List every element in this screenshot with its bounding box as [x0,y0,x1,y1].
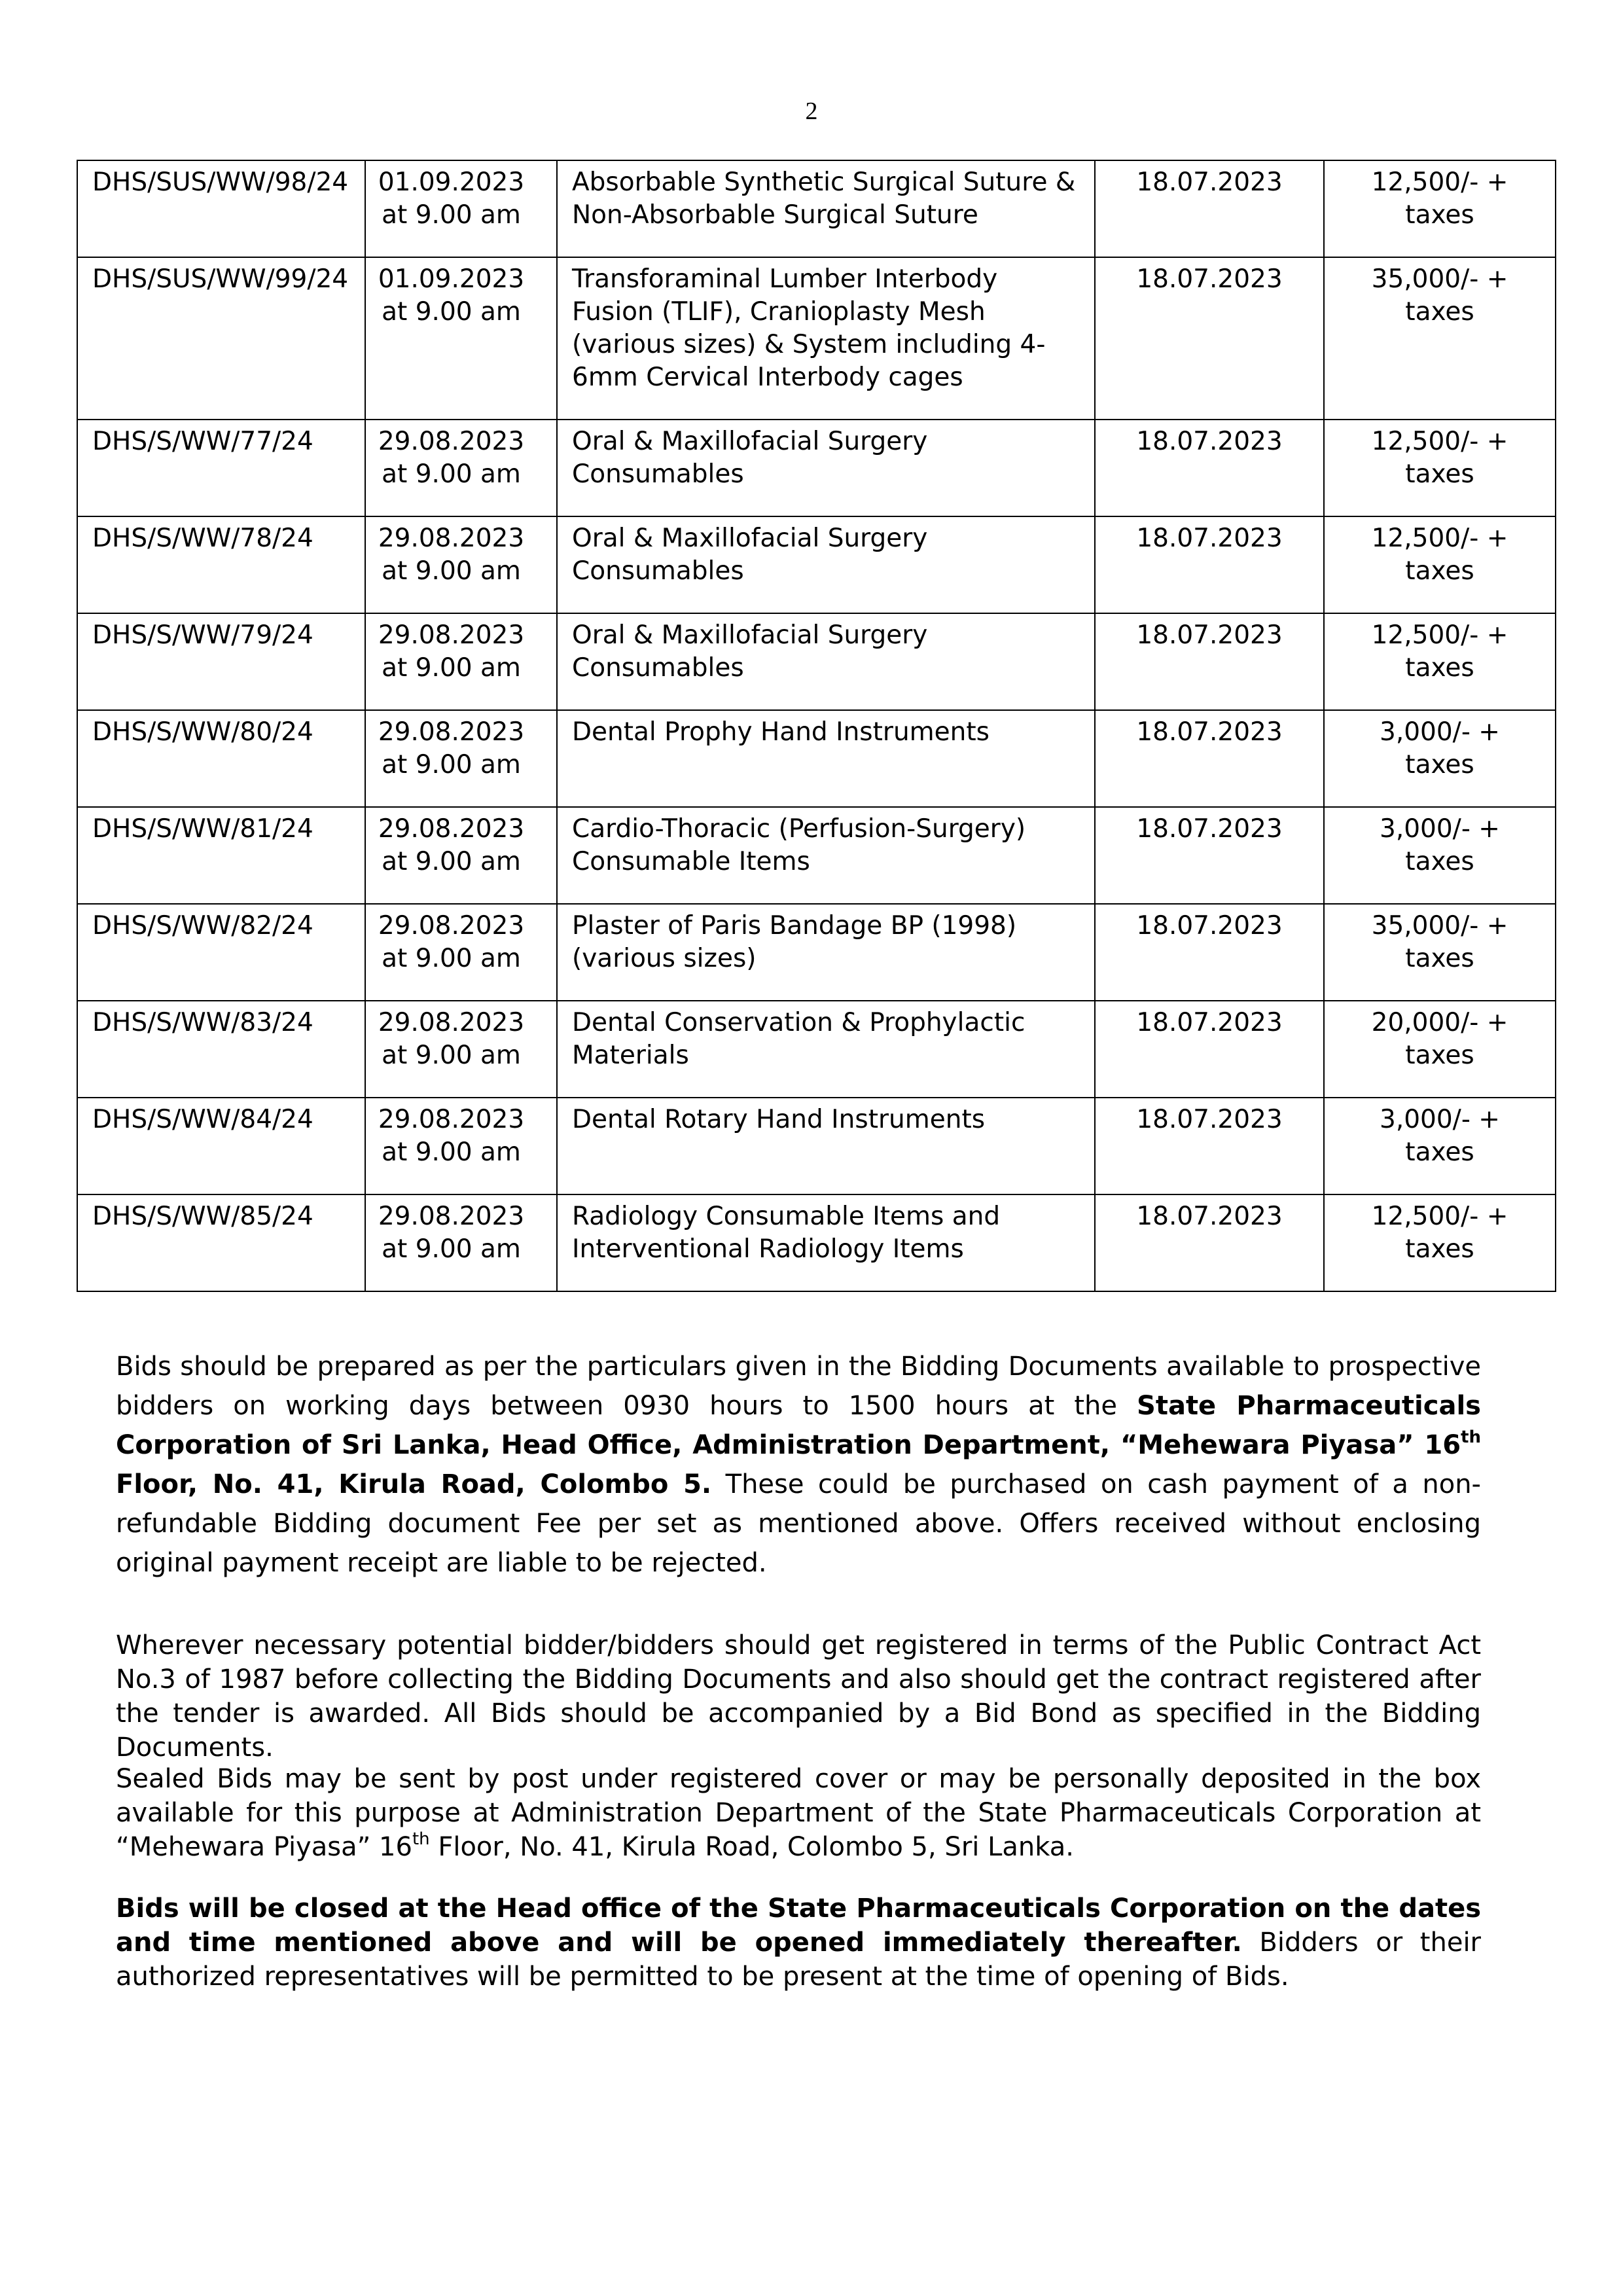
item-description: Transforaminal Lumber Interbody Fusion (TLIF), Cranioplasty Mesh (various sizes) & System including 4-6mm Cervical Interbody cages [557,257,1095,420]
item-description: Oral & Maxillofacial Surgery Consumables [557,516,1095,613]
closing-date: 29.08.2023 [378,1202,525,1231]
fee-amount: 35,000/- + [1371,264,1508,294]
fee-amount: 12,500/- + [1371,427,1508,456]
tender-ref: DHS/S/WW/83/24 [77,1001,365,1098]
document-fee [1324,613,1556,710]
issue-date: 18.07.2023 [1095,710,1324,807]
tender-ref: DHS/S/WW/81/24 [77,807,365,904]
item-description: Dental Rotary Hand Instruments [557,1098,1095,1194]
fee-amount: 35,000/- + [1371,911,1508,941]
issue-date: 18.07.2023 [1095,420,1324,516]
closing-datetime [365,1194,557,1291]
item-description: Cardio-Thoracic (Perfusion-Surgery) Consumable Items [557,807,1095,904]
table-row [77,516,1556,613]
table-row [77,904,1556,1001]
fee-amount: 12,500/- + [1371,620,1508,650]
fee-taxes: taxes [1405,847,1474,876]
tender-ref: DHS/S/WW/80/24 [77,710,365,807]
closing-time: at 9.00 am [382,200,521,230]
closing-datetime [365,710,557,807]
tender-table [77,160,1556,1292]
p4-bold: Bids will be closed at the Head office of the State Pharmaceuticals Corporation on the dates and time mentioned above and will be opened immediately thereafter. [116,1893,1481,1958]
tender-ref: DHS/S/WW/77/24 [77,420,365,516]
issue-date: 18.07.2023 [1095,160,1324,257]
closing-datetime [365,807,557,904]
closing-date: 29.08.2023 [378,1008,525,1037]
closing-time: at 9.00 am [382,1138,521,1167]
closing-time: at 9.00 am [382,944,521,973]
p1-address-b: Floor, No. 41, Kirula Road, Colombo 5. [116,1469,712,1499]
closing-date: 29.08.2023 [378,911,525,941]
fee-taxes: taxes [1405,653,1474,683]
closing-time: at 9.00 am [382,556,521,586]
fee-taxes: taxes [1405,1041,1474,1070]
closing-date: 29.08.2023 [378,620,525,650]
document-fee [1324,1001,1556,1098]
closing-date: 29.08.2023 [378,524,525,553]
issue-date: 18.07.2023 [1095,807,1324,904]
closing-date: 29.08.2023 [378,717,525,747]
tender-ref: DHS/S/WW/82/24 [77,904,365,1001]
paragraph-registration [116,1628,1481,1765]
issue-date: 18.07.2023 [1095,1194,1324,1291]
closing-date: 01.09.2023 [378,264,525,294]
tender-ref: DHS/S/WW/78/24 [77,516,365,613]
fee-taxes: taxes [1405,944,1474,973]
item-description: Dental Conservation & Prophylactic Materials [557,1001,1095,1098]
paragraph-closing [116,1892,1481,1994]
fee-amount: 12,500/- + [1371,1202,1508,1231]
table-row [77,613,1556,710]
closing-time: at 9.00 am [382,459,521,489]
p2-text: Wherever necessary potential bidder/bidders should get registered in terms of the Public Contract Act No.3 of 1987 before collecting the Bidding Documents and also should get the contract registered after the tender is awarded. All Bids should be accompanied by a Bid Bond as specified in the Bidding Documents. [116,1630,1481,1763]
item-description: Oral & Maxillofacial Surgery Consumables [557,613,1095,710]
document-fee [1324,1098,1556,1194]
table-row [77,420,1556,516]
tender-ref: DHS/SUS/WW/99/24 [77,257,365,420]
document-fee [1324,257,1556,420]
p1-tail: These could be purchased on cash payment of a non-refundable Bidding document Fee per set as mentioned above. Offers received without enclosing original payment receipt are liable to be rejected. [116,1469,1481,1578]
fee-taxes: taxes [1405,750,1474,780]
closing-datetime [365,904,557,1001]
p1-lead: Bids should be prepared as per the particulars given in the Bidding Documents available to prospective bidders on working days between 0930 hours to 1500 hours at the [116,1352,1481,1421]
item-description: Oral & Maxillofacial Surgery Consumables [557,420,1095,516]
p3-sup: th [412,1829,430,1849]
issue-date: 18.07.2023 [1095,1098,1324,1194]
fee-amount: 3,000/- + [1380,814,1500,844]
issue-date: 18.07.2023 [1095,516,1324,613]
fee-amount: 3,000/- + [1380,717,1500,747]
document-fee [1324,710,1556,807]
tender-table-body [77,160,1556,1291]
closing-time: at 9.00 am [382,297,521,327]
table-row [77,1194,1556,1291]
tender-ref: DHS/SUS/WW/98/24 [77,160,365,257]
fee-taxes: taxes [1405,556,1474,586]
issue-date: 18.07.2023 [1095,613,1324,710]
closing-date: 29.08.2023 [378,814,525,844]
tender-ref: DHS/S/WW/79/24 [77,613,365,710]
fee-taxes: taxes [1405,200,1474,230]
document-fee [1324,904,1556,1001]
tender-ref: DHS/S/WW/84/24 [77,1098,365,1194]
p3-text-b: Floor, No. 41, Kirula Road, Colombo 5, Sri Lanka. [429,1832,1074,1862]
paragraph-bidding-documents [116,1347,1481,1583]
p4-tail: Bidders or their authorized representatives will be permitted to be present at the time of opening of Bids. [116,1928,1481,1992]
table-row [77,1098,1556,1194]
document-fee [1324,420,1556,516]
p1-sup: th [1461,1427,1481,1447]
fee-taxes: taxes [1405,1138,1474,1167]
table-row [77,257,1556,420]
fee-amount: 20,000/- + [1371,1008,1508,1037]
closing-time: at 9.00 am [382,847,521,876]
closing-datetime [365,160,557,257]
closing-time: at 9.00 am [382,750,521,780]
p3-text-a: Sealed Bids may be sent by post under registered cover or may be personally deposited in the box available for this purpose at Administration Department of the State Pharmaceuticals Corporation at “Mehewara Piyasa” 16 [116,1764,1481,1862]
issue-date: 18.07.2023 [1095,1001,1324,1098]
table-row [77,160,1556,257]
document-fee [1324,160,1556,257]
closing-date: 29.08.2023 [378,427,525,456]
fee-amount: 3,000/- + [1380,1105,1500,1134]
closing-datetime [365,516,557,613]
page-number: 2 [805,98,818,125]
closing-datetime [365,420,557,516]
closing-datetime [365,1001,557,1098]
fee-amount: 12,500/- + [1371,168,1508,197]
p1-address-a: State Pharmaceuticals Corporation of Sri Lanka, Head Office, Administration Department, “Mehewara Piyasa” 16 [116,1391,1481,1460]
closing-date: 01.09.2023 [378,168,525,197]
document-fee [1324,807,1556,904]
closing-datetime [365,613,557,710]
document-fee [1324,1194,1556,1291]
table-row [77,1001,1556,1098]
fee-taxes: taxes [1405,1234,1474,1264]
item-description: Plaster of Paris Bandage BP (1998) (various sizes) [557,904,1095,1001]
item-description: Absorbable Synthetic Surgical Suture & Non-Absorbable Surgical Suture [557,160,1095,257]
fee-taxes: taxes [1405,459,1474,489]
item-description: Dental Prophy Hand Instruments [557,710,1095,807]
table-row [77,710,1556,807]
issue-date: 18.07.2023 [1095,257,1324,420]
item-description: Radiology Consumable Items and Interventional Radiology Items [557,1194,1095,1291]
closing-time: at 9.00 am [382,1041,521,1070]
document-fee [1324,516,1556,613]
closing-datetime [365,1098,557,1194]
table-row [77,807,1556,904]
tender-ref: DHS/S/WW/85/24 [77,1194,365,1291]
closing-date: 29.08.2023 [378,1105,525,1134]
closing-time: at 9.00 am [382,653,521,683]
closing-time: at 9.00 am [382,1234,521,1264]
closing-datetime [365,257,557,420]
paragraph-sealed-bids [116,1762,1481,1864]
fee-amount: 12,500/- + [1371,524,1508,553]
fee-taxes: taxes [1405,297,1474,327]
issue-date: 18.07.2023 [1095,904,1324,1001]
